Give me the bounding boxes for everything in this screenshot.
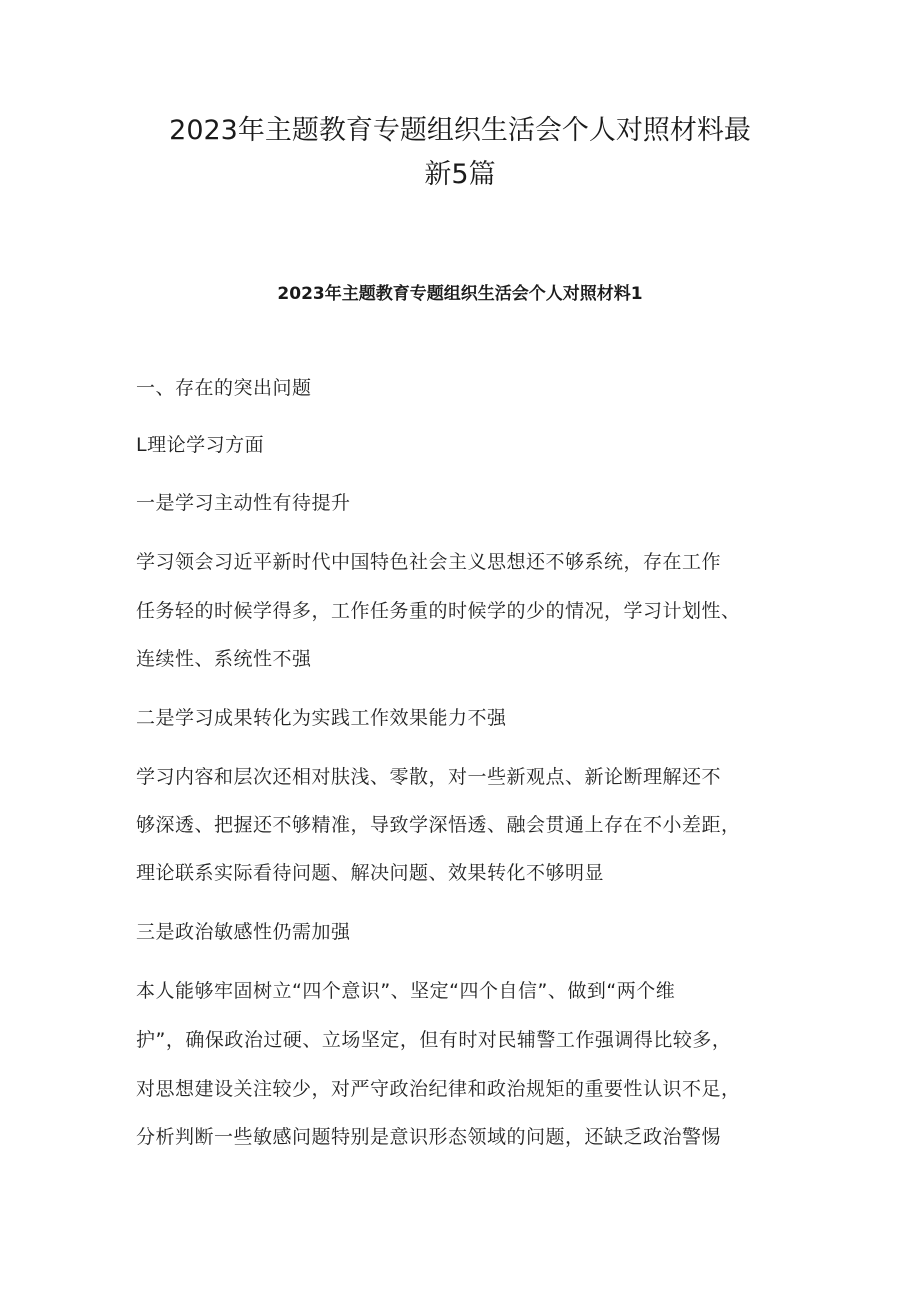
document-title-line-1: 2023年主题教育专题组织生活会个人对照材料最 xyxy=(169,115,751,146)
paragraph-line: 护”，确保政治过硬、立场坚定，但有时对民辅警工作强调得比较多， xyxy=(136,1029,732,1051)
paragraph-line: 理论联系实际看待问题、解决问题、效果转化不够明显 xyxy=(136,862,605,884)
paragraph-line: 对思想建设关注较少，对严守政治纪律和政治规矩的重要性认识不足， xyxy=(136,1078,741,1100)
point-heading-1: 一是学习主动性有待提升 xyxy=(136,492,351,514)
point-heading-2: 二是学习成果转化为实践工作效果能力不强 xyxy=(136,707,507,729)
paragraph-line: 够深透、把握还不够精准，导致学深悟透、融会贯通上存在不小差距， xyxy=(136,814,741,836)
document-title-line-2: 新5篇 xyxy=(424,159,496,190)
paragraph-line: 学习内容和层次还相对肤浅、零散，对一些新观点、新论断理解还不 xyxy=(136,766,722,788)
point-heading-3: 三是政治敏感性仍需加强 xyxy=(136,921,351,943)
paragraph-line: 任务轻的时候学得多，工作任务重的时候学的少的情况，学习计划性、 xyxy=(136,600,741,622)
subsection-heading-theory: L理论学习方面 xyxy=(136,434,265,456)
paragraph-line: 分析判断一些敏感问题特别是意识形态领域的问题，还缺乏政治警惕 xyxy=(136,1126,722,1148)
paragraph-line: 学习领会习近平新时代中国特色社会主义思想还不够系统，存在工作 xyxy=(136,551,722,573)
paragraph-line: 本人能够牢固树立“四个意识”、坚定“四个自信”、做到“两个维 xyxy=(136,980,676,1002)
section-heading-problems: 一、存在的突出问题 xyxy=(136,377,312,399)
paragraph-line: 连续性、系统性不强 xyxy=(136,648,312,670)
section-subtitle: 2023年主题教育专题组织生活会个人对照材料1 xyxy=(277,284,643,304)
